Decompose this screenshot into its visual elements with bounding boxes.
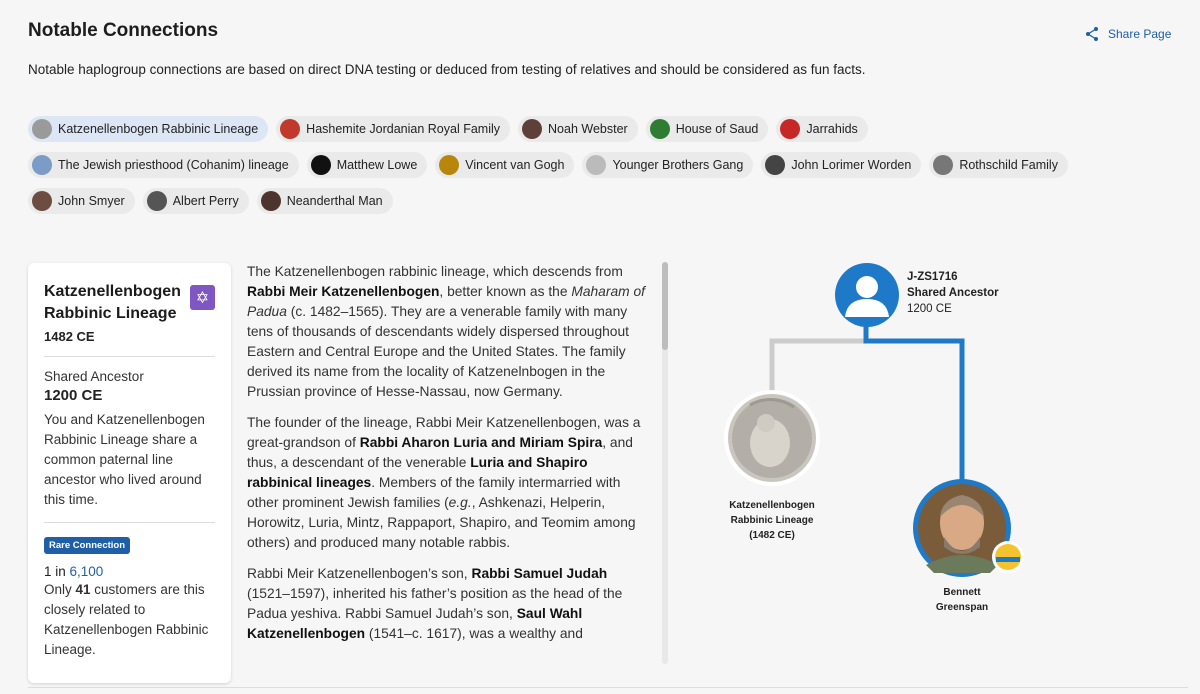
rarity-prefix: 1 in (44, 564, 70, 579)
connection-chip[interactable] (307, 152, 428, 178)
text: (c. 1482–1565). They are a venerable family with many tens of thousands of descendants widely dispersed throughout Eastern and Central Europe and the United States. The family derived its name from the locality of Katzenelnbogen in the Prussian province of Hesse-Nassau, now Germany. (247, 304, 629, 399)
chip-label: John Lorimer Worden (791, 158, 912, 172)
ancestor-haplogroup: J-ZS1716 (907, 271, 958, 283)
customer-count-text (44, 580, 215, 660)
chip-avatar-icon (586, 155, 606, 175)
chip-label: Matthew Lowe (336, 158, 418, 172)
connection-year: 1482 CE (44, 329, 95, 344)
text: , Ashkenazi, Helperin, Horowitz, Luria, Mintz, Rappaport, Shapiro, and Teomim among others) and produced many notable rabbis. (247, 495, 636, 550)
connection-chip[interactable] (28, 152, 299, 178)
scrollbar-thumb[interactable] (662, 262, 668, 350)
connection-title: Katzenellenbogen Rabbinic Lineage (44, 283, 181, 322)
chip-label: House of Saud (675, 122, 759, 136)
shared-ancestor-description: You and Katzenellenbogen Rabbinic Lineage share a common paternal line ancestor who lived around this time. (44, 412, 205, 507)
connection-chip[interactable] (28, 188, 135, 214)
chip-avatar-icon (780, 119, 800, 139)
article-paragraph-2 (247, 413, 647, 553)
customer-count-prefix: Only (44, 582, 76, 597)
lineage-caption-line: Katzenellenbogen (729, 500, 815, 511)
italic-text: Maharam of Padua (247, 284, 645, 319)
page-title: Notable Connections (28, 20, 219, 41)
chip-avatar-icon (147, 191, 167, 211)
lineage-crest-avatar (724, 390, 820, 486)
connection-chip[interactable] (582, 152, 753, 178)
page-subtitle: Notable haplogroup connections are based on direct DNA testing or deduced from testing of relatives and should be considered as fun facts. (28, 62, 866, 77)
chip-label: Jarrahids (806, 122, 858, 136)
text: . Members of the family intermarried with other prominent Jewish families ( (247, 475, 621, 510)
rarity-ratio (44, 564, 215, 579)
chip-row (28, 116, 1088, 142)
bold-text: Saul Wahl Katzenellenbogen (247, 606, 583, 641)
chip-avatar-icon (280, 119, 300, 139)
share-page-label: Share Page (1108, 27, 1172, 41)
share-page-button[interactable] (1084, 26, 1171, 42)
bold-text: Rabbi Samuel Judah (471, 566, 608, 581)
connection-chip[interactable] (257, 188, 393, 214)
gold-member-badge-icon (992, 541, 1024, 573)
chip-avatar-icon (933, 155, 953, 175)
chip-label: Younger Brothers Gang (612, 158, 744, 172)
shared-ancestor-avatar (835, 263, 899, 327)
divider (44, 522, 215, 523)
connection-chip[interactable] (28, 116, 268, 142)
chip-label: Katzenellenbogen Rabbinic Lineage (58, 122, 259, 136)
article-scrollbar[interactable] (662, 262, 668, 664)
shared-ancestor-label: Shared Ancestor (44, 369, 144, 384)
divider (28, 687, 1188, 688)
lineage-caption-line: Rabbinic Lineage (730, 515, 814, 526)
italic-text: e.g. (448, 495, 472, 510)
text: Rabbi Meir Katzenellenbogen’s son, (247, 566, 472, 581)
chip-row (28, 152, 1088, 178)
chip-avatar-icon (261, 191, 281, 211)
text: , and thus, a descendant of the venerable (247, 435, 633, 470)
lineage-caption (712, 498, 832, 543)
connection-chip[interactable] (143, 188, 249, 214)
chip-avatar-icon (32, 155, 52, 175)
chip-label: Albert Perry (172, 194, 239, 208)
connection-chip[interactable] (761, 152, 921, 178)
chip-avatar-icon (32, 191, 52, 211)
customer-count: 41 (75, 582, 91, 597)
chip-label: Rothschild Family (959, 158, 1058, 172)
share-icon (1084, 26, 1100, 42)
article-text (247, 262, 647, 664)
text: The Katzenellenbogen rabbinic lineage, which descends from (247, 264, 623, 279)
bold-text: Luria and Shapiro rabbinical lineages (247, 455, 588, 490)
text: (1521–1597), inherited his father’s position as the head of the Padua yeshiva. Rabbi Samuel Judah’s son, (247, 586, 623, 621)
rare-connection-badge: Rare Connection (44, 537, 130, 554)
user-caption-line: Bennett (943, 587, 981, 598)
bold-text: Rabbi Meir Katzenellenbogen (247, 284, 440, 299)
connection-summary-card (28, 263, 231, 683)
connection-chip[interactable] (435, 152, 574, 178)
text: , better known as the (439, 284, 572, 299)
article-paragraph-1 (247, 262, 647, 402)
chip-avatar-icon (522, 119, 542, 139)
chip-avatar-icon (650, 119, 670, 139)
rarity-number: 6,100 (69, 564, 104, 579)
chip-label: The Jewish priesthood (Cohanim) lineage (58, 158, 289, 172)
connection-chip[interactable] (276, 116, 510, 142)
article-paragraph-3 (247, 564, 647, 644)
chip-label: Neanderthal Man (286, 194, 383, 208)
chip-label: Noah Webster (548, 122, 628, 136)
shared-ancestor-year: 1200 CE (44, 387, 103, 404)
star-of-david-icon: ✡ (190, 285, 215, 310)
user-caption (912, 585, 1012, 615)
connection-chip[interactable] (518, 116, 638, 142)
chip-avatar-icon (311, 155, 331, 175)
lineage-caption-line: (1482 CE) (749, 530, 795, 541)
text: (1541–c. 1617), was a wealthy and (365, 626, 583, 641)
chip-label: Vincent van Gogh (465, 158, 565, 172)
chip-row (28, 188, 1088, 214)
chip-avatar-icon (32, 119, 52, 139)
text: The founder of the lineage, Rabbi Meir Katzenellenbogen, was a great-grandson of (247, 415, 641, 450)
user-caption-line: Greenspan (935, 602, 989, 613)
connection-chip[interactable] (646, 116, 769, 142)
bold-text: Rabbi Aharon Luria and Miriam Spira (359, 435, 603, 450)
connection-tree (690, 255, 1190, 675)
connection-chip[interactable] (776, 116, 867, 142)
customer-count-suffix: customers are this closely related to Katzenellenbogen Rabbinic Lineage. (44, 582, 209, 657)
ancestor-label: Shared Ancestor (907, 287, 999, 299)
chip-avatar-icon (439, 155, 459, 175)
chip-label: Hashemite Jordanian Royal Family (306, 122, 501, 136)
chip-label: John Smyer (58, 194, 125, 208)
divider (44, 356, 215, 357)
ancestor-year: 1200 CE (907, 303, 952, 315)
connection-chip[interactable] (929, 152, 1068, 178)
chip-avatar-icon (765, 155, 785, 175)
connection-chips (28, 116, 1088, 224)
